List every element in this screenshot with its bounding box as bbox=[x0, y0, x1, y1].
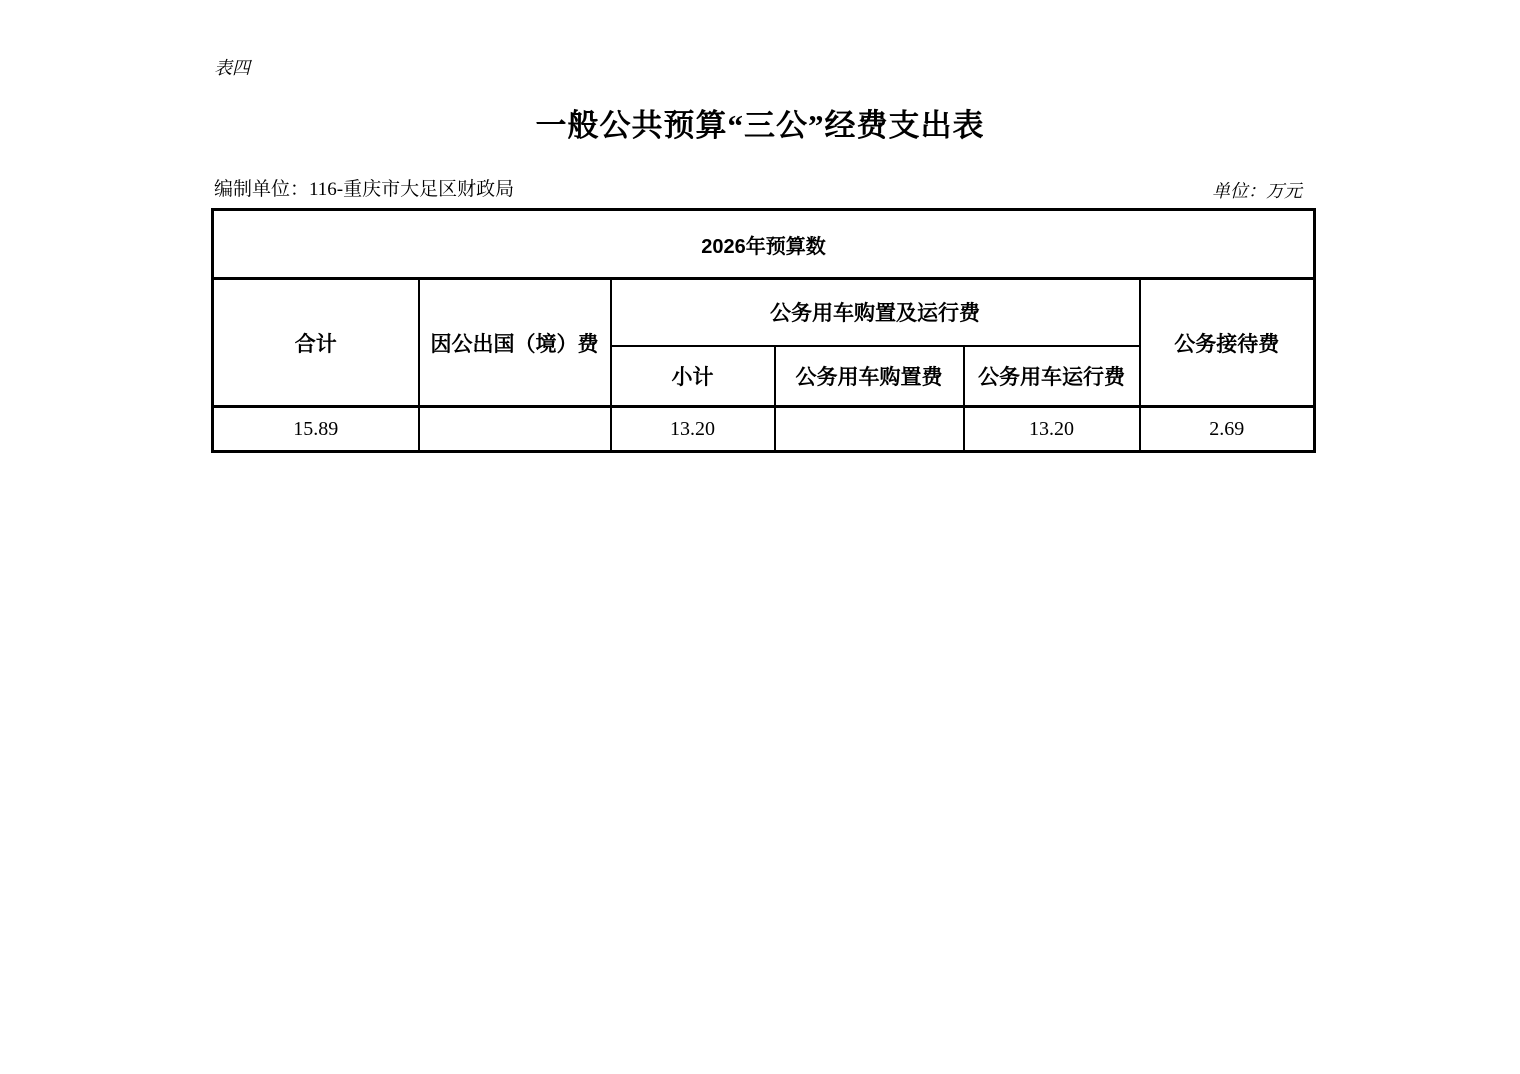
header-vehicle-purchase: 公务用车购置费 bbox=[775, 346, 964, 407]
unit-note-label: 单位：万元 bbox=[1212, 181, 1302, 201]
prepared-by-label: 编制单位：116-重庆市大足区财政局 bbox=[214, 179, 515, 200]
table-row bbox=[213, 407, 1315, 452]
header-abroad-expense: 因公出国（境）费 bbox=[419, 279, 611, 407]
three-public-expense-table bbox=[211, 208, 1316, 453]
value-reception-expense: 2.69 bbox=[1140, 407, 1315, 452]
value-vehicle-purchase bbox=[775, 407, 964, 452]
header-vehicle-group: 公务用车购置及运行费 bbox=[611, 279, 1140, 346]
page-title: 一般公共预算“三公”经费支出表 bbox=[535, 108, 985, 143]
header-total: 合计 bbox=[213, 279, 419, 407]
table-row bbox=[213, 210, 1315, 279]
header-reception-expense: 公务接待费 bbox=[1140, 279, 1315, 407]
value-abroad-expense bbox=[419, 407, 611, 452]
value-total: 15.89 bbox=[213, 407, 419, 452]
year-header-cell: 2026年预算数 bbox=[213, 210, 1315, 279]
value-vehicle-operation: 13.20 bbox=[964, 407, 1140, 452]
value-vehicle-subtotal: 13.20 bbox=[611, 407, 775, 452]
header-vehicle-operation: 公务用车运行费 bbox=[964, 346, 1140, 407]
header-vehicle-subtotal: 小计 bbox=[611, 346, 775, 407]
table-row bbox=[213, 279, 1315, 346]
table-number-label: 表四 bbox=[214, 58, 250, 78]
